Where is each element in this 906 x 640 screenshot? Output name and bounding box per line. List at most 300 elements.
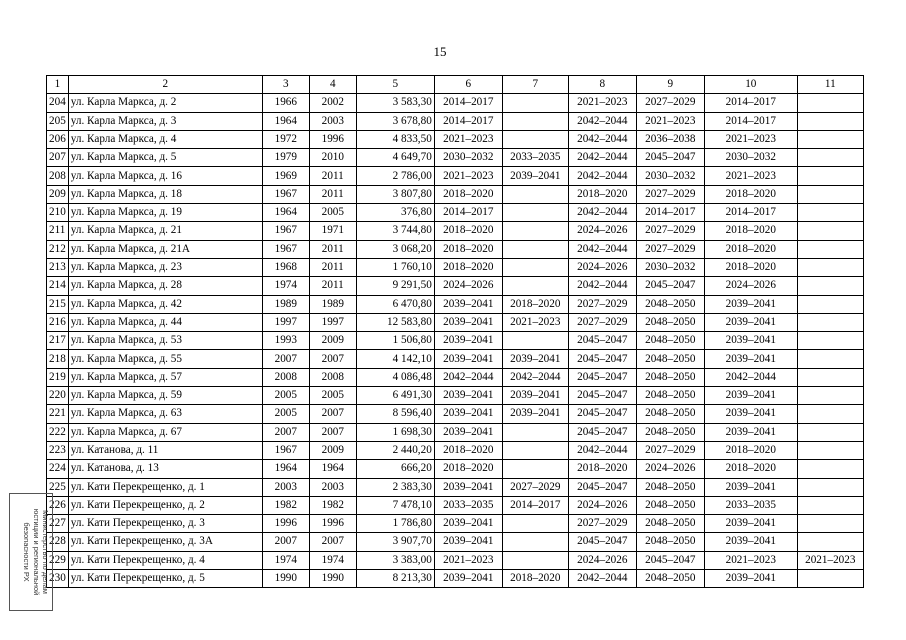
table-cell: 2014–2017: [636, 204, 704, 222]
table-cell: 1971: [309, 222, 356, 240]
table-cell: [502, 515, 568, 533]
table-cell: 2039–2041: [434, 533, 502, 551]
table-row: [47, 277, 864, 295]
row-number-cell: 222: [47, 423, 69, 441]
table-cell: 3 744,80: [356, 222, 434, 240]
table-cell: 2048–2050: [636, 423, 704, 441]
table-header-row: [47, 76, 864, 94]
table-cell: 2024–2026: [434, 277, 502, 295]
table-cell: 2042–2044: [434, 368, 502, 386]
row-number-cell: 228: [47, 533, 69, 551]
table-cell: 2021–2023: [502, 313, 568, 331]
table-cell: 2039–2041: [434, 405, 502, 423]
table-cell: 2039–2041: [704, 332, 797, 350]
table-cell: [797, 570, 863, 588]
row-number-cell: 221: [47, 405, 69, 423]
address-cell: ул. Карла Маркса, д. 5: [68, 149, 262, 167]
address-cell: ул. Карла Маркса, д. 67: [68, 423, 262, 441]
table-row: [47, 441, 864, 459]
row-number-cell: 224: [47, 460, 69, 478]
table-cell: [502, 277, 568, 295]
row-number-cell: 220: [47, 387, 69, 405]
table-cell: 4 086,48: [356, 368, 434, 386]
table-cell: 4 833,50: [356, 130, 434, 148]
table-cell: 2030–2032: [434, 149, 502, 167]
table-cell: 2007: [309, 533, 356, 551]
table-cell: [797, 149, 863, 167]
table-cell: 2033–2035: [434, 496, 502, 514]
page-number: 15: [433, 44, 447, 59]
table-cell: 2048–2050: [636, 478, 704, 496]
table-cell: 2033–2035: [502, 149, 568, 167]
table-cell: 1989: [309, 295, 356, 313]
table-cell: 2014–2017: [704, 204, 797, 222]
table-cell: 2 786,00: [356, 167, 434, 185]
table-cell: 1968: [262, 258, 309, 276]
row-number-cell: 223: [47, 441, 69, 459]
table-row: [47, 551, 864, 569]
table-cell: 2021–2023: [704, 130, 797, 148]
table-cell: 1996: [309, 130, 356, 148]
table-cell: 1 786,80: [356, 515, 434, 533]
table-cell: [502, 112, 568, 130]
table-cell: 2021–2023: [568, 94, 636, 112]
address-cell: ул. Карла Маркса, д. 57: [68, 368, 262, 386]
table-cell: 1967: [262, 240, 309, 258]
row-number-cell: 211: [47, 222, 69, 240]
table-cell: 2018–2020: [704, 441, 797, 459]
table-cell: 3 383,00: [356, 551, 434, 569]
table-cell: 2045–2047: [636, 149, 704, 167]
table-cell: 1967: [262, 185, 309, 203]
address-cell: ул. Карла Маркса, д. 55: [68, 350, 262, 368]
column-header: 4: [309, 76, 356, 94]
table-row: [47, 240, 864, 258]
table-cell: [797, 112, 863, 130]
table-cell: 2039–2041: [704, 313, 797, 331]
row-number-cell: 216: [47, 313, 69, 331]
table-cell: [797, 295, 863, 313]
table-cell: 2008: [262, 368, 309, 386]
table-cell: 2005: [309, 204, 356, 222]
table-cell: 2027–2029: [568, 313, 636, 331]
table-cell: 2005: [262, 405, 309, 423]
table-cell: 3 583,30: [356, 94, 434, 112]
table-cell: 2007: [309, 405, 356, 423]
table-cell: 2042–2044: [568, 441, 636, 459]
stamp-line: Министерство по делам: [41, 510, 50, 594]
table-cell: 2033–2035: [704, 496, 797, 514]
table-cell: 2048–2050: [636, 387, 704, 405]
table-cell: 2027–2029: [636, 94, 704, 112]
table-row: [47, 368, 864, 386]
table-cell: 2021–2023: [704, 551, 797, 569]
address-cell: ул. Карла Маркса, д. 16: [68, 167, 262, 185]
table-cell: 2039–2041: [434, 478, 502, 496]
table-cell: 2039–2041: [704, 478, 797, 496]
address-cell: ул. Карла Маркса, д. 44: [68, 313, 262, 331]
table-cell: 2021–2023: [434, 167, 502, 185]
table-row: [47, 258, 864, 276]
table-cell: 2048–2050: [636, 313, 704, 331]
table-cell: 2039–2041: [704, 570, 797, 588]
table-cell: 2024–2026: [568, 222, 636, 240]
address-cell: ул. Катанова, д. 11: [68, 441, 262, 459]
table-cell: 2024–2026: [636, 460, 704, 478]
table-cell: 2021–2023: [434, 551, 502, 569]
table-cell: 1 506,80: [356, 332, 434, 350]
table-cell: 2042–2044: [568, 204, 636, 222]
table-row: [47, 460, 864, 478]
table-row: [47, 185, 864, 203]
table-cell: 2039–2041: [502, 350, 568, 368]
table-cell: 2045–2047: [568, 332, 636, 350]
address-cell: ул. Кати Перекрещенко, д. 3: [68, 515, 262, 533]
table-cell: 7 478,10: [356, 496, 434, 514]
table-cell: 2018–2020: [434, 460, 502, 478]
table-cell: 2024–2026: [568, 258, 636, 276]
table-row: [47, 94, 864, 112]
table-cell: 2045–2047: [568, 368, 636, 386]
table-cell: [502, 94, 568, 112]
table-cell: 2048–2050: [636, 350, 704, 368]
table-cell: 2 440,20: [356, 441, 434, 459]
table-cell: 2021–2023: [704, 167, 797, 185]
address-cell: ул. Карла Маркса, д. 2: [68, 94, 262, 112]
table-cell: [797, 350, 863, 368]
table-row: [47, 405, 864, 423]
housing-register-table: [46, 75, 864, 588]
table-row: [47, 313, 864, 331]
table-cell: [797, 258, 863, 276]
table-cell: 2014–2017: [502, 496, 568, 514]
address-cell: ул. Карла Маркса, д. 19: [68, 204, 262, 222]
table-cell: [797, 204, 863, 222]
table-cell: 2039–2041: [704, 515, 797, 533]
table-cell: [797, 533, 863, 551]
table-cell: 2008: [309, 368, 356, 386]
table-cell: 1997: [262, 313, 309, 331]
table-cell: 376,80: [356, 204, 434, 222]
row-number-cell: 229: [47, 551, 69, 569]
table-cell: 2045–2047: [636, 551, 704, 569]
table-cell: [797, 277, 863, 295]
table-cell: 1964: [262, 112, 309, 130]
table-cell: 2003: [309, 112, 356, 130]
table-cell: 2014–2017: [434, 204, 502, 222]
table-cell: [797, 130, 863, 148]
table-cell: 1997: [309, 313, 356, 331]
table-cell: 2010: [309, 149, 356, 167]
table-cell: 2007: [262, 423, 309, 441]
table-cell: 2048–2050: [636, 496, 704, 514]
table-row: [47, 204, 864, 222]
table-cell: [502, 423, 568, 441]
row-number-cell: 206: [47, 130, 69, 148]
table-row: [47, 350, 864, 368]
address-cell: ул. Карла Маркса, д. 4: [68, 130, 262, 148]
table-cell: 1996: [309, 515, 356, 533]
table-cell: 2007: [309, 350, 356, 368]
table-cell: 2039–2041: [502, 405, 568, 423]
table-cell: 2042–2044: [704, 368, 797, 386]
table-cell: [797, 515, 863, 533]
row-number-cell: 205: [47, 112, 69, 130]
row-number-cell: 219: [47, 368, 69, 386]
table-row: [47, 533, 864, 551]
table-cell: 2018–2020: [704, 185, 797, 203]
table-cell: 1974: [262, 551, 309, 569]
table-cell: 2048–2050: [636, 515, 704, 533]
column-header: 5: [356, 76, 434, 94]
table-cell: [797, 240, 863, 258]
table-row: [47, 130, 864, 148]
table-cell: 1990: [309, 570, 356, 588]
table-cell: 6 491,30: [356, 387, 434, 405]
table-cell: 2039–2041: [704, 533, 797, 551]
table-cell: 2018–2020: [704, 240, 797, 258]
table-cell: 1 760,10: [356, 258, 434, 276]
row-number-cell: 214: [47, 277, 69, 295]
table-cell: 3 807,80: [356, 185, 434, 203]
row-number-cell: 209: [47, 185, 69, 203]
table-cell: 1966: [262, 94, 309, 112]
table-cell: 2039–2041: [704, 350, 797, 368]
address-cell: ул. Карла Маркса, д. 21А: [68, 240, 262, 258]
table-cell: 2011: [309, 240, 356, 258]
table-cell: 4 649,70: [356, 149, 434, 167]
table-cell: [797, 405, 863, 423]
table-cell: 2027–2029: [568, 515, 636, 533]
address-cell: ул. Карла Маркса, д. 18: [68, 185, 262, 203]
row-number-cell: 227: [47, 515, 69, 533]
table-cell: 8 596,40: [356, 405, 434, 423]
table-cell: 2036–2038: [636, 130, 704, 148]
table-cell: 9 291,50: [356, 277, 434, 295]
table-cell: 1982: [309, 496, 356, 514]
table-cell: 1982: [262, 496, 309, 514]
row-number-cell: 226: [47, 496, 69, 514]
table-cell: 2007: [262, 350, 309, 368]
table-cell: 2045–2047: [568, 387, 636, 405]
address-cell: ул. Кати Перекрещенко, д. 2: [68, 496, 262, 514]
row-number-cell: 204: [47, 94, 69, 112]
table-cell: 1969: [262, 167, 309, 185]
table-cell: 12 583,80: [356, 313, 434, 331]
table-cell: 2027–2029: [636, 240, 704, 258]
table-cell: [502, 332, 568, 350]
table-cell: 2014–2017: [704, 112, 797, 130]
table-cell: [797, 332, 863, 350]
column-header: 8: [568, 76, 636, 94]
table-cell: 2018–2020: [502, 570, 568, 588]
table-cell: 2030–2032: [636, 258, 704, 276]
table-cell: 6 470,80: [356, 295, 434, 313]
table-cell: [502, 441, 568, 459]
table-cell: 1990: [262, 570, 309, 588]
table-row: [47, 515, 864, 533]
row-number-cell: 210: [47, 204, 69, 222]
table-cell: 2048–2050: [636, 570, 704, 588]
table-cell: 1972: [262, 130, 309, 148]
table-cell: [797, 387, 863, 405]
table-cell: 2003: [262, 478, 309, 496]
table-cell: 2009: [309, 332, 356, 350]
table-cell: 2042–2044: [502, 368, 568, 386]
table-cell: [797, 167, 863, 185]
table-cell: [797, 460, 863, 478]
table-cell: 2042–2044: [568, 240, 636, 258]
table-cell: 2039–2041: [434, 313, 502, 331]
table-cell: 2042–2044: [568, 130, 636, 148]
table-cell: [797, 94, 863, 112]
row-number-cell: 215: [47, 295, 69, 313]
table-cell: 2039–2041: [704, 405, 797, 423]
table-cell: 2039–2041: [434, 387, 502, 405]
table-cell: 1989: [262, 295, 309, 313]
table-cell: 1964: [309, 460, 356, 478]
row-number-cell: 218: [47, 350, 69, 368]
table-cell: 2005: [309, 387, 356, 405]
table-cell: 2027–2029: [502, 478, 568, 496]
ministry-stamp: [9, 493, 53, 611]
table-cell: [502, 130, 568, 148]
table-cell: 2007: [262, 533, 309, 551]
table-cell: 2018–2020: [502, 295, 568, 313]
table-cell: 2045–2047: [636, 277, 704, 295]
table-cell: 3 068,20: [356, 240, 434, 258]
address-cell: ул. Карла Маркса, д. 28: [68, 277, 262, 295]
row-number-cell: 208: [47, 167, 69, 185]
table-cell: [502, 460, 568, 478]
address-cell: ул. Кати Перекрещенко, д. 5: [68, 570, 262, 588]
table-cell: 2042–2044: [568, 277, 636, 295]
table-cell: [502, 222, 568, 240]
table-cell: [797, 313, 863, 331]
table-cell: 2027–2029: [636, 441, 704, 459]
table-cell: 1964: [262, 460, 309, 478]
table-cell: 2 383,30: [356, 478, 434, 496]
row-number-cell: 212: [47, 240, 69, 258]
table-cell: 3 907,70: [356, 533, 434, 551]
column-header: 11: [797, 76, 863, 94]
table-cell: 2014–2017: [434, 94, 502, 112]
table-cell: 2042–2044: [568, 112, 636, 130]
address-cell: ул. Кати Перекрещенко, д. 4: [68, 551, 262, 569]
table-cell: 2011: [309, 167, 356, 185]
table-cell: [502, 258, 568, 276]
table-cell: [502, 551, 568, 569]
table-cell: 2018–2020: [434, 222, 502, 240]
address-cell: ул. Карла Маркса, д. 63: [68, 405, 262, 423]
table-cell: 2018–2020: [434, 185, 502, 203]
table-cell: [797, 441, 863, 459]
table-cell: 2014–2017: [434, 112, 502, 130]
table-cell: 2018–2020: [704, 222, 797, 240]
table-row: [47, 478, 864, 496]
table-cell: 2007: [309, 423, 356, 441]
table-cell: 2030–2032: [704, 149, 797, 167]
stamp-line: юстиции и региональной: [31, 508, 41, 596]
table-cell: 8 213,30: [356, 570, 434, 588]
table-cell: 2027–2029: [636, 222, 704, 240]
table-cell: [797, 496, 863, 514]
table-cell: 2021–2023: [797, 551, 863, 569]
table-row: [47, 149, 864, 167]
table-cell: 2011: [309, 185, 356, 203]
table-row: [47, 222, 864, 240]
table-cell: 1979: [262, 149, 309, 167]
address-cell: ул. Кати Перекрещенко, д. 1: [68, 478, 262, 496]
table-cell: 2039–2041: [434, 332, 502, 350]
table-cell: 2039–2041: [502, 167, 568, 185]
column-header: 1: [47, 76, 69, 94]
address-cell: ул. Карла Маркса, д. 21: [68, 222, 262, 240]
table-cell: 2030–2032: [636, 167, 704, 185]
table-cell: [502, 533, 568, 551]
table-cell: 2042–2044: [568, 167, 636, 185]
table-cell: 2045–2047: [568, 478, 636, 496]
table-cell: 2018–2020: [704, 460, 797, 478]
table-row: [47, 112, 864, 130]
table-cell: 2045–2047: [568, 533, 636, 551]
table-cell: 2018–2020: [568, 185, 636, 203]
table-cell: 2039–2041: [434, 423, 502, 441]
column-header: 9: [636, 76, 704, 94]
table-cell: [502, 185, 568, 203]
table-cell: 2011: [309, 258, 356, 276]
row-number-cell: 213: [47, 258, 69, 276]
column-header: 3: [262, 76, 309, 94]
table-cell: [797, 423, 863, 441]
table-row: [47, 167, 864, 185]
table-cell: 2048–2050: [636, 295, 704, 313]
column-header: 6: [434, 76, 502, 94]
table-cell: 1996: [262, 515, 309, 533]
table-cell: 2039–2041: [704, 423, 797, 441]
table-cell: 1967: [262, 222, 309, 240]
table-cell: [797, 222, 863, 240]
row-number-cell: 225: [47, 478, 69, 496]
table-row: [47, 295, 864, 313]
table-cell: 1 698,30: [356, 423, 434, 441]
row-number-cell: 230: [47, 570, 69, 588]
table-cell: 2039–2041: [434, 515, 502, 533]
table-cell: 2024–2026: [568, 496, 636, 514]
address-cell: ул. Карла Маркса, д. 23: [68, 258, 262, 276]
table-cell: 2027–2029: [568, 295, 636, 313]
table-row: [47, 496, 864, 514]
table-cell: 2039–2041: [434, 350, 502, 368]
table-cell: [797, 368, 863, 386]
table-cell: 2018–2020: [568, 460, 636, 478]
table-cell: [797, 185, 863, 203]
table-cell: 2045–2047: [568, 350, 636, 368]
table-row: [47, 570, 864, 588]
table-cell: [797, 478, 863, 496]
table-cell: 2027–2029: [636, 185, 704, 203]
table-row: [47, 423, 864, 441]
table-cell: 2048–2050: [636, 368, 704, 386]
row-number-cell: 207: [47, 149, 69, 167]
address-cell: ул. Катанова, д. 13: [68, 460, 262, 478]
address-cell: ул. Карла Маркса, д. 53: [68, 332, 262, 350]
table-cell: 2039–2041: [502, 387, 568, 405]
table-cell: 2018–2020: [434, 258, 502, 276]
table-cell: 2048–2050: [636, 332, 704, 350]
table-cell: 2018–2020: [434, 441, 502, 459]
table-cell: 2039–2041: [704, 295, 797, 313]
